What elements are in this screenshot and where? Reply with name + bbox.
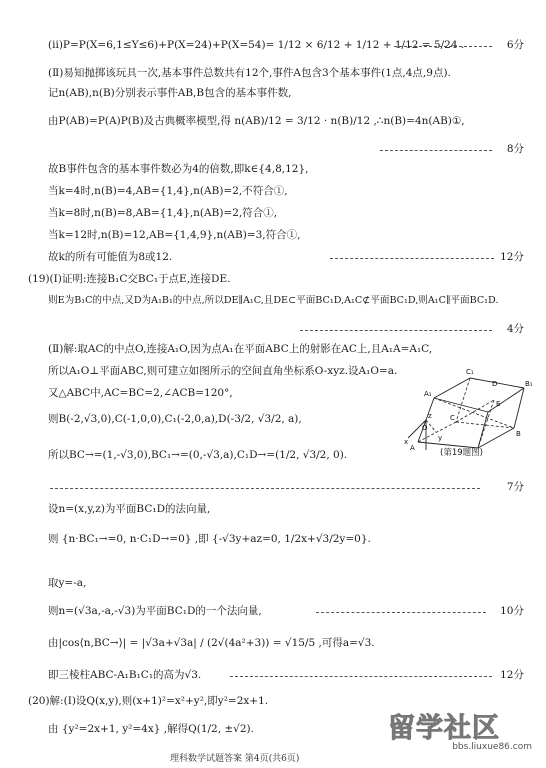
score-label: 12分: [500, 251, 524, 263]
text-line: 当k=8时,n(B)=8,AB={1,4},n(AB)=2,符合①,: [48, 207, 278, 219]
figure-label: O: [422, 424, 428, 432]
figure-label: A₁: [424, 390, 432, 398]
score-label: 8分: [506, 143, 524, 155]
page-footer: 理科数学试题答案 第4页(共6页): [170, 754, 300, 764]
figure-label: D: [492, 380, 498, 388]
text-line: 当k=12时,n(B)=12,AB={1,4,9},n(AB)=3,符合①,: [48, 229, 301, 241]
text-line: (20)解:(Ⅰ)设Q(x,y),则(x+1)²=x²+y²,即y²=2x+1.: [28, 695, 269, 707]
watermark-logo: [388, 706, 538, 752]
figure-label: C₁: [466, 368, 474, 376]
text-line: 则 {n·BC₁→=0, n·C₁D→=0} ,即 {-√3y+az=0, 1/2x+√3/2y=0}.: [48, 533, 371, 545]
figure-caption: (第19题图): [440, 448, 483, 458]
text-line: 则n=(√3a,-a,-√3)为平面BC₁D的一个法向量,: [48, 605, 262, 617]
text-line: 取y=-a,: [48, 577, 87, 589]
score-label: 10分: [500, 605, 524, 617]
figure-label: B₁: [525, 380, 533, 388]
text-line: (Ⅱ)易知抛掷该玩具一次,基本事件总数共有12个,事件A包含3个基本事件(1点,4点,9点).: [48, 67, 451, 79]
text-line: (19)(Ⅰ)证明:连接B₁C交BC₁于点E,连接DE.: [28, 273, 231, 285]
text-line: 由 {y²=2x+1, y²=4x} ,解得Q(1/2, ±√2).: [48, 723, 254, 735]
text-line: 即三棱柱ABC-A₁B₁C₁的高为√3.: [48, 669, 202, 681]
score-label: 7分: [506, 481, 524, 493]
watermark-url: bbs.liuxue86.com: [452, 742, 532, 752]
score-label: 4分: [506, 323, 524, 335]
text-line: 所以BC→=(1,-√3,0),BC₁→=(0,-√3,a),C₁D→=(1/2, √3/2, 0).: [48, 449, 348, 461]
text-line: 故k的所有可能值为8或12.: [48, 251, 173, 263]
score-leader: [230, 676, 492, 677]
figure-label: E: [496, 400, 501, 408]
score-leader: [380, 150, 492, 151]
figure-label: z: [428, 412, 432, 420]
text-line: (Ⅱ)解:取AC的中点O,连接A₁O,因为点A₁在平面ABC上的射影在AC上,且A₁A=A₁C,: [48, 343, 433, 355]
text-line: 由|cos⟨n,BC→⟩| = |√3a+√3a| / (2√(4a²+3)) = √15/5 ,可得a=√3.: [48, 637, 375, 649]
score-leader: [394, 46, 492, 47]
text-line: 所以A₁O⊥平面ABC,则可建立如图所示的空间直角坐标系O-xyz.设A₁O=a.: [48, 365, 398, 377]
score-label: 12分: [500, 669, 524, 681]
figure-label: x: [404, 438, 409, 446]
prism-figure: [396, 360, 536, 460]
text-line: (ⅱ)P=P(X=6,1≤Y≤6)+P(X=24)+P(X=54)= 1/12 × 6/12 + 1/12 + 1/12 = 5/24 .: [48, 39, 465, 51]
text-line: 故B事件包含的基本事件数必为4的倍数,即k∈{4,8,12},: [48, 163, 309, 175]
score-leader: [330, 258, 494, 259]
score-label: 6分: [506, 39, 524, 51]
figure-label: y: [438, 434, 443, 442]
text-line: 当k=4时,n(B)=4,AB={1,4},n(AB)=2,不符合①,: [48, 185, 288, 197]
text-line: 又△ABC中,AC=BC=2,∠ACB=120°,: [48, 387, 233, 399]
figure-label: B: [516, 430, 521, 438]
figure-label: C: [450, 414, 455, 422]
text-line: 则B(-2,√3,0),C(-1,0,0),C₁(-2,0,a),D(-3/2, √3/2, a),: [48, 413, 302, 425]
text-line: 则E为B₁C的中点,又D为A₁B₁的中点,所以DE∥A₁C,且DE⊂平面BC₁D,A₁C⊄平面BC₁D,则A₁C∥平面BC₁D.: [48, 295, 499, 306]
text-line: 记n(AB),n(B)分别表示事件AB,B包含的基本事件数,: [48, 87, 292, 99]
score-leader: [50, 488, 480, 489]
figure-label: A: [410, 444, 415, 452]
watermark-text: 留学社区: [388, 713, 500, 744]
score-leader: [300, 330, 492, 331]
score-leader: [316, 612, 486, 613]
text-line: 设n=(x,y,z)为平面BC₁D的法向量,: [48, 503, 211, 515]
text-line: 由P(AB)=P(A)P(B)及古典概率模型,得 n(AB)/12 = 3/12 · n(B)/12 ,∴n(B)=4n(AB)①,: [48, 115, 465, 127]
